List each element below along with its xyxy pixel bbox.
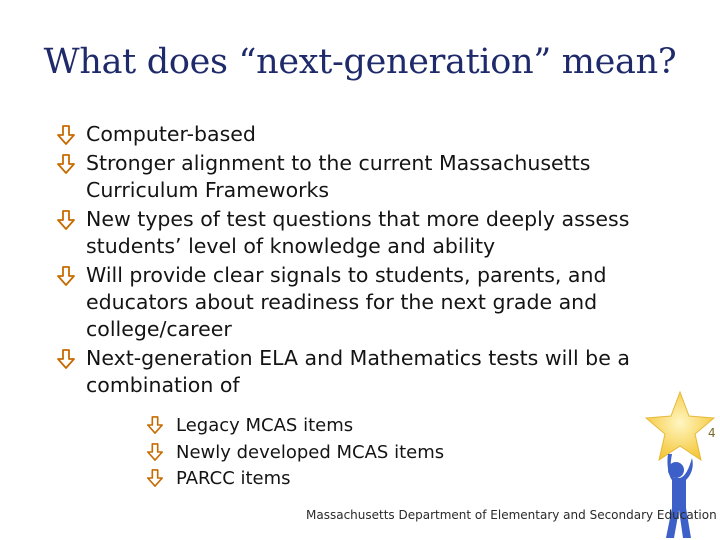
sub-bullet-item	[146, 466, 676, 493]
sub-bullet-text: Legacy MCAS items	[176, 415, 354, 436]
arrow-down-icon	[56, 210, 76, 230]
arrow-down-icon	[56, 125, 76, 145]
bullet-item	[56, 262, 676, 343]
page-number: 4	[708, 426, 716, 440]
bullet-text: Next-generation ELA and Mathematics tests will be a combination of	[86, 346, 630, 397]
sub-bullet-item	[146, 413, 676, 440]
arrow-down-icon	[146, 443, 164, 461]
arrow-down-icon	[56, 266, 76, 286]
arrow-down-icon	[56, 349, 76, 369]
footer-text: Massachusetts Department of Elementary and Secondary Education	[306, 508, 717, 522]
arrow-down-icon	[146, 469, 164, 487]
bullet-item	[56, 345, 676, 493]
bullet-item	[56, 150, 676, 204]
sub-bullet-list	[86, 413, 676, 493]
sub-bullet-text: PARCC items	[176, 468, 291, 489]
bullet-text: Computer-based	[86, 122, 256, 146]
bullet-text: Stronger alignment to the current Massachusetts Curriculum Frameworks	[86, 151, 591, 202]
bullet-text: Will provide clear signals to students, parents, and educators about readiness for the next grade and college/career	[86, 263, 607, 341]
sub-bullet-item	[146, 440, 676, 467]
bullet-item	[56, 206, 676, 260]
sub-bullet-text: Newly developed MCAS items	[176, 441, 445, 463]
bullet-item	[56, 121, 676, 148]
arrow-down-icon	[56, 154, 76, 174]
arrow-down-icon	[146, 416, 164, 434]
slide-title: What does “next-generation” mean?	[43, 42, 677, 82]
bullet-list	[56, 121, 676, 495]
bullet-text: New types of test questions that more deeply assess students’ level of knowledge and ability	[86, 207, 630, 258]
